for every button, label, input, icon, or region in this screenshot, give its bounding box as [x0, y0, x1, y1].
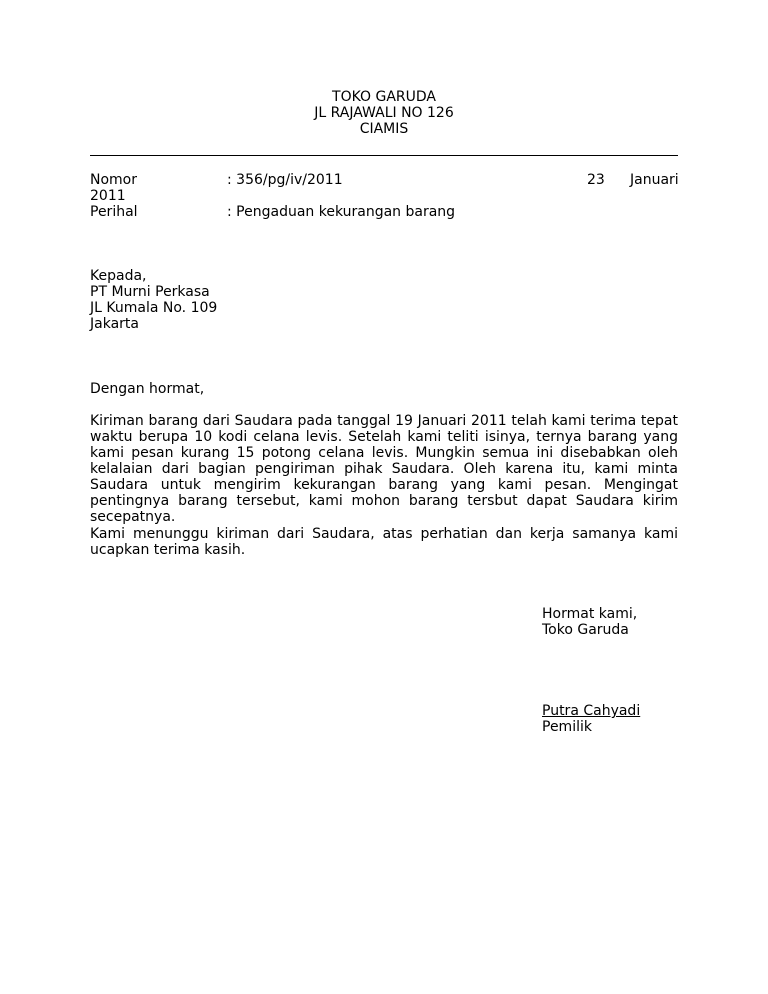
- body-paragraph-1: Kiriman barang dari Saudara pada tanggal 19 Januari 2011 telah kami terima tepat waktu berupa 10 kodi celana levis. Setelah kami teliti isinya, ternya barang yang kami pesan kurang 15 potong celana levis. Mungkin semua ini disebabkan oleh kelalaian dari bagian pengiriman pihak Saudara. Oleh karena itu, kami minta Saudara untuk mengirim kekurangan barang yang kami pesan. Mengingat pentingnya barang tersebut, kami mohon barang tersbut dapat Saudara kirim secepatnya.: [90, 413, 678, 525]
- closing-block: [542, 606, 637, 638]
- company-address: JL RAJAWALI NO 126: [314, 105, 454, 121]
- company-name: TOKO GARUDA: [332, 89, 436, 105]
- nomor-value: : 356/pg/iv/2011: [227, 172, 343, 188]
- perihal-value: : Pengaduan kekurangan barang: [227, 204, 456, 220]
- closing-line-2: Toko Garuda: [542, 622, 629, 638]
- recipient-city: Jakarta: [90, 316, 139, 332]
- recipient-greeting: Kepada,: [90, 268, 147, 284]
- header-divider: [90, 155, 678, 156]
- date-year: 2011: [90, 188, 126, 204]
- signer-name: Putra Cahyadi: [542, 703, 641, 719]
- signer-title: Pemilik: [542, 719, 592, 735]
- perihal-label: Perihal: [90, 204, 138, 220]
- salutation: Dengan hormat,: [90, 381, 205, 397]
- company-city: CIAMIS: [359, 121, 409, 137]
- letterhead: [90, 89, 678, 137]
- signature-block: [542, 703, 640, 735]
- date-month: Januari: [630, 172, 679, 188]
- recipient-block: [90, 268, 217, 332]
- closing-line-1: Hormat kami,: [542, 606, 638, 622]
- nomor-label: Nomor: [90, 172, 137, 188]
- recipient-street: JL Kumala No. 109: [90, 300, 218, 316]
- body-paragraph-2: Kami menunggu kiriman dari Saudara, atas perhatian dan kerja samanya kami ucapkan terima kasih.: [90, 526, 678, 558]
- recipient-name: PT Murni Perkasa: [90, 284, 210, 300]
- date-day: 23: [587, 172, 605, 188]
